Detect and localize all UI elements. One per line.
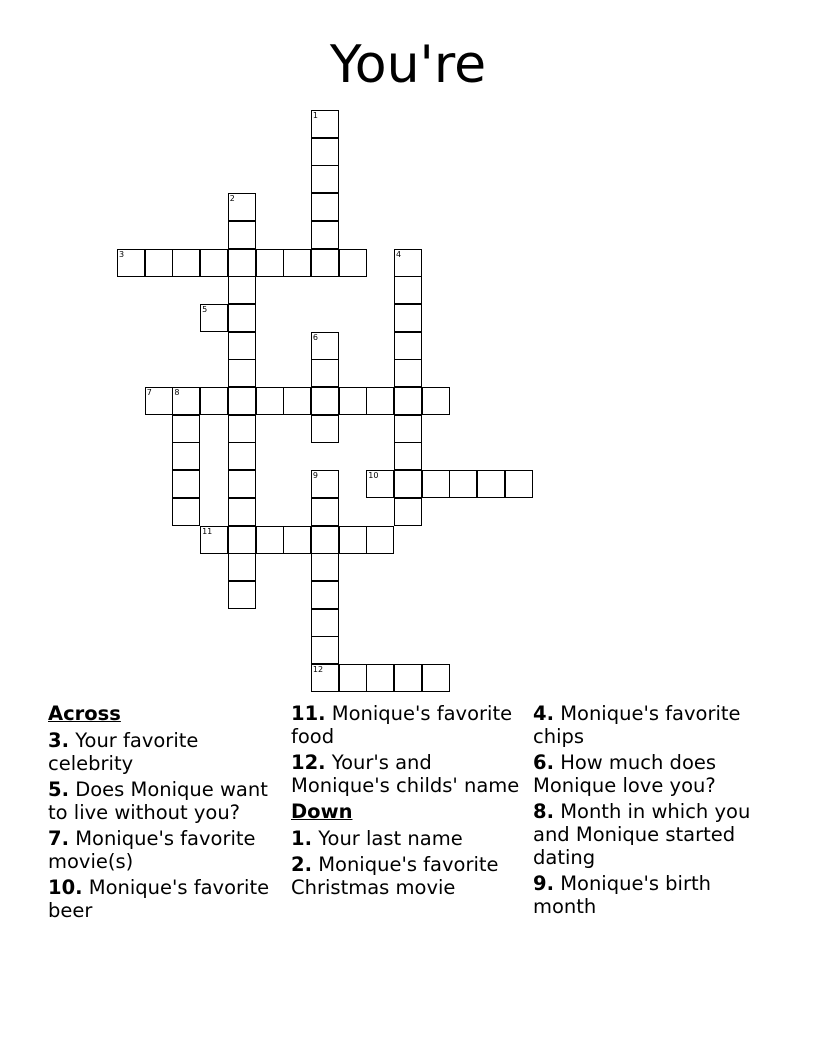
grid-cell[interactable] (228, 249, 256, 277)
clue-down-4: 4. Monique's favorite chips (533, 702, 741, 748)
grid-cell[interactable] (394, 276, 422, 304)
grid-cell[interactable] (477, 470, 505, 498)
clues-column-3 (533, 702, 773, 921)
grid-cell[interactable] (228, 359, 256, 387)
grid-cell[interactable] (311, 332, 339, 360)
grid-cell[interactable] (283, 526, 311, 554)
grid-cell[interactable] (311, 249, 339, 277)
cell-number: 8 (174, 388, 180, 397)
cell-number: 4 (396, 249, 402, 259)
grid-cell[interactable] (394, 249, 422, 277)
grid-cell[interactable] (256, 526, 284, 554)
grid-cell[interactable] (200, 526, 228, 554)
grid-cell[interactable] (200, 304, 228, 332)
grid-cell[interactable] (172, 442, 200, 470)
grid-cell[interactable] (228, 332, 256, 360)
grid-cell[interactable] (228, 553, 256, 581)
grid-cell[interactable] (228, 276, 256, 304)
grid-cell[interactable] (172, 498, 200, 526)
clue-across-7: 7. Monique's favorite movie(s) (48, 827, 256, 873)
grid-cell[interactable] (311, 138, 339, 166)
cell-number: 10 (368, 471, 379, 481)
grid-cell[interactable] (283, 387, 311, 415)
clue-down-2: 2. Monique's favorite Christmas movie (291, 853, 499, 899)
grid-cell[interactable] (394, 415, 422, 443)
grid-cell[interactable] (228, 415, 256, 443)
grid-cell[interactable] (366, 664, 394, 692)
grid-cell[interactable] (283, 249, 311, 277)
grid-cell[interactable] (172, 387, 200, 415)
grid-cell[interactable] (311, 609, 339, 637)
grid-cell[interactable] (394, 359, 422, 387)
cell-number: 9 (312, 471, 318, 481)
grid-cell[interactable] (339, 387, 367, 415)
grid-cell[interactable] (339, 249, 367, 277)
cell-number: 12 (312, 665, 324, 674)
cell-number: 3 (119, 249, 125, 259)
grid-cell[interactable] (311, 470, 339, 498)
grid-cell[interactable] (311, 193, 339, 221)
clue-across-11: 11. Monique's favorite food (291, 702, 513, 748)
grid-cell[interactable] (422, 470, 450, 498)
grid-cell[interactable] (228, 498, 256, 526)
grid-cell[interactable] (311, 526, 339, 554)
grid-cell[interactable] (311, 498, 339, 526)
grid-cell[interactable] (228, 387, 256, 415)
cell-number: 11 (202, 526, 213, 536)
grid-cell[interactable] (200, 387, 228, 415)
cell-number: 5 (202, 304, 208, 314)
grid-cell[interactable] (311, 387, 339, 415)
clues-column-2 (291, 702, 526, 902)
grid-cell[interactable] (394, 470, 422, 498)
cell-number: 7 (146, 388, 152, 397)
cell-number: 1 (312, 111, 318, 120)
grid-cell[interactable] (311, 415, 339, 443)
cell-number: 6 (312, 332, 318, 342)
grid-cell[interactable] (394, 304, 422, 332)
grid-cell[interactable] (228, 526, 256, 554)
grid-cell[interactable] (394, 332, 422, 360)
grid-cell[interactable] (256, 249, 284, 277)
grid-cell[interactable] (422, 664, 450, 692)
grid-cell[interactable] (394, 664, 422, 692)
grid-cell[interactable] (366, 526, 394, 554)
grid-cell[interactable] (311, 553, 339, 581)
puzzle-title: You're (329, 35, 487, 95)
cell-number: 2 (229, 194, 235, 204)
grid-cell[interactable] (311, 221, 339, 249)
clue-across-12: 12. Your's and Monique's childs' name (291, 751, 520, 797)
grid-cell[interactable] (311, 636, 339, 664)
clue-down-1: 1. Your last name (291, 827, 463, 850)
clue-across-10: 10. Monique's favorite beer (48, 876, 270, 922)
grid-cell[interactable] (366, 387, 394, 415)
grid-cell[interactable] (172, 249, 200, 277)
across-heading: Across (48, 702, 121, 725)
grid-cell[interactable] (228, 470, 256, 498)
grid-cell[interactable] (311, 359, 339, 387)
grid-cell[interactable] (172, 415, 200, 443)
grid-cell[interactable] (200, 249, 228, 277)
clue-across-5: 5. Does Monique want to live without you? (48, 778, 268, 824)
grid-cell[interactable] (394, 387, 422, 415)
clue-down-9: 9. Monique's birth month (533, 872, 711, 918)
grid-cell[interactable] (311, 110, 339, 138)
grid-cell[interactable] (311, 581, 339, 609)
clue-across-3: 3. Your favorite celebrity (48, 729, 199, 775)
grid-cell[interactable] (422, 387, 450, 415)
grid-cell[interactable] (339, 526, 367, 554)
grid-cell[interactable] (228, 442, 256, 470)
clue-down-8: 8. Month in which you and Monique started dating (533, 800, 751, 869)
grid-cell[interactable] (145, 249, 173, 277)
grid-cell[interactable] (449, 470, 477, 498)
grid-cell[interactable] (228, 193, 256, 221)
grid-cell[interactable] (311, 664, 339, 692)
grid-cell[interactable] (228, 581, 256, 609)
grid-cell[interactable] (394, 442, 422, 470)
grid-cell[interactable] (311, 165, 339, 193)
grid-cell[interactable] (228, 304, 256, 332)
clue-down-6: 6. How much does Monique love you? (533, 751, 717, 797)
grid-cell[interactable] (172, 470, 200, 498)
grid-cell[interactable] (145, 387, 173, 415)
grid-cell[interactable] (117, 249, 145, 277)
grid-cell[interactable] (339, 664, 367, 692)
clues-column-1 (48, 702, 278, 925)
grid-cell[interactable] (366, 470, 394, 498)
down-heading: Down (291, 800, 353, 823)
grid-cell[interactable] (505, 470, 533, 498)
grid-cell[interactable] (394, 498, 422, 526)
grid-cell[interactable] (228, 221, 256, 249)
grid-cell[interactable] (256, 387, 284, 415)
